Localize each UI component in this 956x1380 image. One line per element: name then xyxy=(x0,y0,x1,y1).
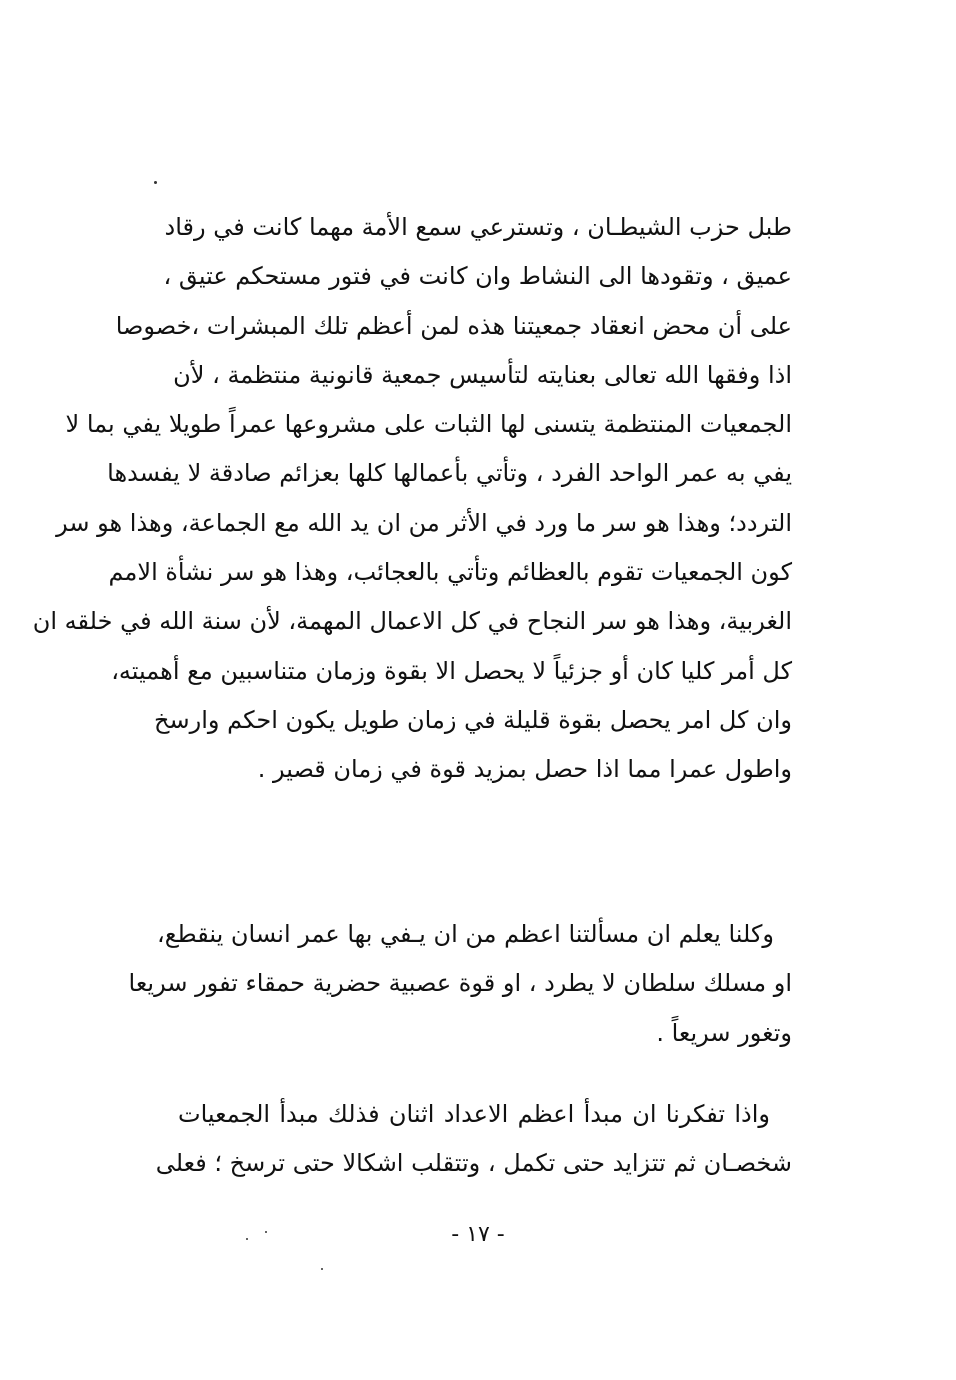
ink-speck xyxy=(321,1268,323,1270)
paragraph-1 xyxy=(32,203,792,795)
text-line: واطول عمرا مما اذا حصل بمزيد قوة في زمان قصير . xyxy=(257,755,792,784)
text-line: طبل حزب الشيطـان ، وتسترعي سمع الأمة مهما كانت في رقاد xyxy=(164,213,792,241)
paragraph-2 xyxy=(128,910,792,1058)
text-line: الغربية، وهذا هو سر النجاح في كل الاعمال المهمة، لأن سنة الله في خلقه ان xyxy=(32,607,792,636)
text-line: واذا تفكرنا ان مبدأ اعظم الاعداد اثنان فذلك مبدأ الجمعيات xyxy=(178,1100,770,1128)
paragraph-3 xyxy=(155,1090,792,1189)
text-line: اذا وفقها الله تعالى بعنايته لتأسيس جمعية قانونية منتظمة ، لأن xyxy=(173,360,792,389)
text-line: على أن محض انعقاد جمعيتنا هذه لمن أعظم تلك المبشرات ،خصوصا xyxy=(115,311,792,340)
text-line: او مسلك سلطان لا يطرد ، او قوة عصبية حضرية حمقاء تفور سريعا xyxy=(128,969,792,998)
ink-speck xyxy=(154,181,157,184)
text-line: كل أمر كليا كان أو جزئياً لا يحصل الا بقوة وزمان متناسبين مع أهميته، xyxy=(111,656,792,685)
text-line: وكلنا يعلم ان مسألتنا اعظم من ان يـفي بها عمر انسان ينقطع، xyxy=(157,920,774,948)
text-line: شخصـان ثم تتزايد حتى تكمل ، وتتقلب اشكالا حتى ترسخ ؛ فعلى xyxy=(155,1149,792,1178)
text-line: التردد؛ وهذا هو سر ما ورد في الأثر من ان يد الله مع الجماعة، وهذا هو سر xyxy=(56,508,792,537)
text-line: يفي به عمر الواحد الفرد ، وتأتي بأعمالها كلها بعزائم صادقة لا يفسدها xyxy=(107,459,792,488)
text-line: الجمعيات المنتظمة يتسنى لها الثبات على مشروعها عمراً طويلا يفي بما لا xyxy=(65,410,792,439)
page-number: - ١٧ - xyxy=(451,1222,505,1247)
text-line: وتغور سريعاً . xyxy=(656,1018,792,1047)
text-line: وان كل امر يحصل بقوة قليلة في زمان طويل يكون احكم وارسخ xyxy=(154,705,792,734)
text-line: عميق ، وتقودها الى النشاط وان كانت في فتور مستحكم عتيق ، xyxy=(163,262,792,291)
text-line: كون الجمعيات تقوم بالعظائم وتأتي بالعجائب، وهذا هو سر نشأة الامم xyxy=(108,558,792,587)
